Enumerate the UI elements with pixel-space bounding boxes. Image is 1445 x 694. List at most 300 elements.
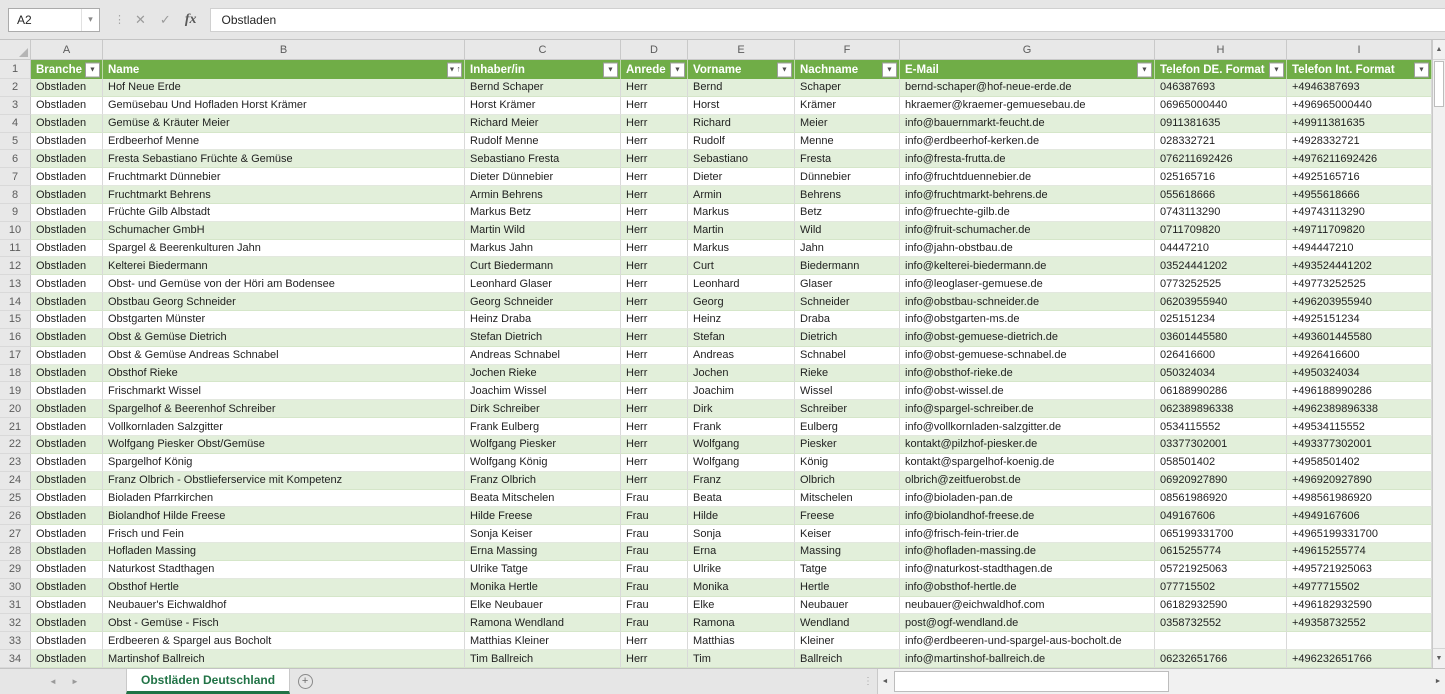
cell[interactable]: Beata (688, 490, 795, 508)
cell[interactable]: +49911381635 (1287, 115, 1432, 133)
cell[interactable]: 026416600 (1155, 347, 1287, 365)
cell[interactable]: Obstladen (31, 579, 103, 597)
row-header[interactable]: 20 (0, 400, 31, 418)
row-header[interactable]: 30 (0, 579, 31, 597)
cell[interactable]: Gemüse & Kräuter Meier (103, 115, 465, 133)
cell[interactable]: info@obst-gemuese-schnabel.de (900, 347, 1155, 365)
cell[interactable]: Spargel & Beerenkulturen Jahn (103, 240, 465, 258)
toolbar-drag-handle[interactable]: ⋮ (114, 14, 125, 26)
cell[interactable]: Herr (621, 204, 688, 222)
cell[interactable]: Schneider (795, 293, 900, 311)
cell[interactable]: Georg (688, 293, 795, 311)
cell[interactable]: Obstladen (31, 133, 103, 151)
cell[interactable]: Obstladen (31, 561, 103, 579)
filter-dropdown-icon[interactable]: ▼ (603, 62, 618, 77)
cell[interactable]: Fresta (795, 150, 900, 168)
cell[interactable]: 050324034 (1155, 365, 1287, 383)
cell[interactable]: 06965000440 (1155, 97, 1287, 115)
cell[interactable]: +49711709820 (1287, 222, 1432, 240)
cell[interactable]: info@naturkost-stadthagen.de (900, 561, 1155, 579)
cell[interactable]: Olbrich (795, 472, 900, 490)
cell[interactable]: Frank (688, 418, 795, 436)
column-header-g[interactable]: G (900, 40, 1155, 60)
cell[interactable]: Obstladen (31, 472, 103, 490)
cell[interactable]: 0773252525 (1155, 275, 1287, 293)
cell[interactable]: Kleiner (795, 632, 900, 650)
row-header[interactable]: 27 (0, 525, 31, 543)
cell[interactable]: Erna Massing (465, 543, 621, 561)
cell[interactable]: Wolfgang (688, 436, 795, 454)
cell[interactable]: Leonhard (688, 275, 795, 293)
cell[interactable]: Bioladen Pfarrkirchen (103, 490, 465, 508)
cell[interactable]: 049167606 (1155, 507, 1287, 525)
cell[interactable]: kontakt@pilzhof-piesker.de (900, 436, 1155, 454)
cell[interactable]: Obstladen (31, 329, 103, 347)
cell[interactable]: 065199331700 (1155, 525, 1287, 543)
row-header[interactable]: 19 (0, 382, 31, 400)
column-header-c[interactable]: C (465, 40, 621, 60)
cell[interactable]: Obst- und Gemüse von der Höri am Bodensee (103, 275, 465, 293)
cell[interactable]: info@spargel-schreiber.de (900, 400, 1155, 418)
cell[interactable]: 0711709820 (1155, 222, 1287, 240)
cell[interactable]: Schnabel (795, 347, 900, 365)
column-header-e[interactable]: E (688, 40, 795, 60)
table-header-cell[interactable] (621, 60, 688, 79)
horizontal-scrollbar[interactable] (877, 669, 1445, 694)
cell[interactable]: 076211692426 (1155, 150, 1287, 168)
cell[interactable]: Hilde (688, 507, 795, 525)
cell[interactable]: info@jahn-obstbau.de (900, 240, 1155, 258)
cell[interactable]: Armin Behrens (465, 186, 621, 204)
scroll-right-icon[interactable]: ► (1434, 678, 1442, 685)
cell[interactable]: Draba (795, 311, 900, 329)
cell[interactable]: Herr (621, 650, 688, 668)
cell[interactable]: Herr (621, 150, 688, 168)
cell[interactable]: info@martinshof-ballreich.de (900, 650, 1155, 668)
cell[interactable]: 0911381635 (1155, 115, 1287, 133)
cell[interactable]: 05721925063 (1155, 561, 1287, 579)
column-header-i[interactable]: I (1287, 40, 1432, 60)
cell[interactable]: Obstladen (31, 347, 103, 365)
cell[interactable]: 06232651766 (1155, 650, 1287, 668)
cell[interactable]: Obstladen (31, 168, 103, 186)
cell[interactable]: Andreas (688, 347, 795, 365)
row-header[interactable]: 31 (0, 597, 31, 615)
cell[interactable]: Obstladen (31, 311, 103, 329)
cell[interactable]: Markus (688, 204, 795, 222)
cell[interactable]: Rudolf (688, 133, 795, 151)
cell[interactable]: Wolfgang (688, 454, 795, 472)
cell[interactable]: +498561986920 (1287, 490, 1432, 508)
tab-nav-prev-icon[interactable]: ◄ (49, 677, 57, 686)
filter-sort-icon[interactable]: ▼ ↑ (447, 62, 462, 77)
cell[interactable]: 025165716 (1155, 168, 1287, 186)
cell[interactable]: +4977715502 (1287, 579, 1432, 597)
cell[interactable]: Meier (795, 115, 900, 133)
cell[interactable]: Martin (688, 222, 795, 240)
cell[interactable]: info@kelterei-biedermann.de (900, 257, 1155, 275)
filter-dropdown-icon[interactable]: ▼ (85, 62, 100, 77)
cell[interactable]: Obsthof Hertle (103, 579, 465, 597)
cell[interactable]: Jahn (795, 240, 900, 258)
cell[interactable]: Herr (621, 168, 688, 186)
insert-function-icon[interactable]: fx (184, 11, 197, 27)
cell[interactable]: Obstladen (31, 632, 103, 650)
cell[interactable]: Obstladen (31, 490, 103, 508)
cell[interactable]: info@obstgarten-ms.de (900, 311, 1155, 329)
row-header[interactable]: 1 (0, 60, 31, 79)
cell[interactable]: Obstladen (31, 97, 103, 115)
cell[interactable]: Obsthof Rieke (103, 365, 465, 383)
cell[interactable]: Fruchtmarkt Dünnebier (103, 168, 465, 186)
cell[interactable]: Herr (621, 240, 688, 258)
horizontal-scroll-track[interactable] (892, 669, 1431, 694)
row-header[interactable]: 5 (0, 133, 31, 151)
filter-dropdown-icon[interactable]: ▼ (1137, 62, 1152, 77)
cell[interactable]: Krämer (795, 97, 900, 115)
cell[interactable]: Schaper (795, 79, 900, 97)
cell[interactable]: Biolandhof Hilde Freese (103, 507, 465, 525)
tab-nav-next-icon[interactable]: ► (71, 677, 79, 686)
cell[interactable]: Schreiber (795, 400, 900, 418)
cell[interactable]: Frau (621, 614, 688, 632)
cell[interactable]: Dietrich (795, 329, 900, 347)
cell[interactable]: Obstladen (31, 150, 103, 168)
cell[interactable]: Markus Betz (465, 204, 621, 222)
cell[interactable]: Herr (621, 311, 688, 329)
cell[interactable]: info@obsthof-hertle.de (900, 579, 1155, 597)
cell[interactable]: bernd-schaper@hof-neue-erde.de (900, 79, 1155, 97)
table-header-cell[interactable] (1287, 60, 1432, 79)
cell[interactable]: 04447210 (1155, 240, 1287, 258)
cell[interactable]: Markus Jahn (465, 240, 621, 258)
cell[interactable]: Obstladen (31, 257, 103, 275)
cell[interactable]: 055618666 (1155, 186, 1287, 204)
row-header[interactable]: 8 (0, 186, 31, 204)
cell[interactable]: +49743113290 (1287, 204, 1432, 222)
cell[interactable]: Obstladen (31, 365, 103, 383)
cell[interactable]: Martinshof Ballreich (103, 650, 465, 668)
select-all-corner[interactable] (0, 40, 31, 60)
filter-dropdown-icon[interactable]: ▼ (670, 62, 685, 77)
row-header[interactable]: 15 (0, 311, 31, 329)
cell[interactable]: Elke Neubauer (465, 597, 621, 615)
row-header[interactable]: 23 (0, 454, 31, 472)
cell[interactable]: Obstladen (31, 454, 103, 472)
cell[interactable]: +49358732552 (1287, 614, 1432, 632)
cell[interactable]: Spargelhof König (103, 454, 465, 472)
cell[interactable]: info@biolandhof-freese.de (900, 507, 1155, 525)
cell[interactable]: Stefan Dietrich (465, 329, 621, 347)
cell[interactable]: Joachim (688, 382, 795, 400)
filter-dropdown-icon[interactable]: ▼ (882, 62, 897, 77)
cell[interactable]: info@erdbeeren-und-spargel-aus-bocholt.de (900, 632, 1155, 650)
cell[interactable]: Neubauer (795, 597, 900, 615)
vertical-scroll-track[interactable] (1433, 108, 1445, 648)
cell[interactable]: Frisch und Fein (103, 525, 465, 543)
cell[interactable]: Dieter Dünnebier (465, 168, 621, 186)
formula-input[interactable] (210, 8, 1445, 32)
cell[interactable]: Herr (621, 436, 688, 454)
cell[interactable]: Herr (621, 133, 688, 151)
row-header[interactable]: 22 (0, 436, 31, 454)
cell[interactable]: info@frisch-fein-trier.de (900, 525, 1155, 543)
cell[interactable]: 08561986920 (1155, 490, 1287, 508)
cell[interactable]: +4926416600 (1287, 347, 1432, 365)
cell[interactable]: info@fruit-schumacher.de (900, 222, 1155, 240)
cell[interactable]: info@bioladen-pan.de (900, 490, 1155, 508)
cell[interactable]: Herr (621, 97, 688, 115)
cell[interactable]: +496203955940 (1287, 293, 1432, 311)
row-header[interactable]: 7 (0, 168, 31, 186)
cell[interactable]: Dieter (688, 168, 795, 186)
table-header-cell[interactable] (465, 60, 621, 79)
horizontal-scroll-thumb[interactable] (894, 671, 1169, 692)
cell[interactable]: info@obst-wissel.de (900, 382, 1155, 400)
cell[interactable]: Obst & Gemüse Dietrich (103, 329, 465, 347)
cell[interactable]: Hofladen Massing (103, 543, 465, 561)
cell[interactable]: Andreas Schnabel (465, 347, 621, 365)
row-header[interactable]: 17 (0, 347, 31, 365)
cell[interactable]: Obstladen (31, 597, 103, 615)
cell[interactable]: Herr (621, 257, 688, 275)
row-header[interactable]: 4 (0, 115, 31, 133)
cell[interactable]: hkraemer@kraemer-gemuesebau.de (900, 97, 1155, 115)
cell[interactable]: +4962389896338 (1287, 400, 1432, 418)
cell[interactable]: Wolfgang Piesker Obst/Gemüse (103, 436, 465, 454)
row-header[interactable]: 11 (0, 240, 31, 258)
cell[interactable]: Keiser (795, 525, 900, 543)
vertical-scrollbar[interactable] (1432, 40, 1445, 668)
cell[interactable]: 0743113290 (1155, 204, 1287, 222)
cell[interactable]: Bernd (688, 79, 795, 97)
row-header[interactable]: 2 (0, 79, 31, 97)
table-header-cell[interactable] (900, 60, 1155, 79)
cell[interactable]: +493524441202 (1287, 257, 1432, 275)
cell[interactable]: König (795, 454, 900, 472)
cell[interactable]: Horst Krämer (465, 97, 621, 115)
table-header-cell[interactable] (795, 60, 900, 79)
cell[interactable]: +4965199331700 (1287, 525, 1432, 543)
cell[interactable]: 062389896338 (1155, 400, 1287, 418)
cell[interactable]: info@vollkornladen-salzgitter.de (900, 418, 1155, 436)
cell[interactable]: Sonja (688, 525, 795, 543)
cell[interactable]: Tatge (795, 561, 900, 579)
cell[interactable]: 03377302001 (1155, 436, 1287, 454)
cell[interactable]: +496232651766 (1287, 650, 1432, 668)
cell[interactable]: Frau (621, 579, 688, 597)
cell[interactable]: Jochen Rieke (465, 365, 621, 383)
scroll-down-icon[interactable]: ▼ (1433, 648, 1445, 668)
cell[interactable]: info@fruchtduennebier.de (900, 168, 1155, 186)
cell[interactable]: Fresta Sebastiano Früchte & Gemüse (103, 150, 465, 168)
cell[interactable]: Obstladen (31, 418, 103, 436)
cell[interactable]: info@hofladen-massing.de (900, 543, 1155, 561)
row-header[interactable]: 6 (0, 150, 31, 168)
cell[interactable]: Wolfgang König (465, 454, 621, 472)
cell[interactable]: Obstladen (31, 400, 103, 418)
cell[interactable]: Hilde Freese (465, 507, 621, 525)
row-header[interactable]: 14 (0, 293, 31, 311)
cell[interactable]: Obstladen (31, 543, 103, 561)
row-header[interactable]: 26 (0, 507, 31, 525)
cell[interactable]: Georg Schneider (465, 293, 621, 311)
cell[interactable]: Gemüsebau Und Hofladen Horst Krämer (103, 97, 465, 115)
row-header[interactable]: 32 (0, 614, 31, 632)
cell[interactable]: 046387693 (1155, 79, 1287, 97)
cell[interactable]: +4958501402 (1287, 454, 1432, 472)
filter-dropdown-icon[interactable]: ▼ (1269, 62, 1284, 77)
row-header[interactable]: 33 (0, 632, 31, 650)
cell[interactable]: Obstladen (31, 650, 103, 668)
column-header-h[interactable]: H (1155, 40, 1287, 60)
cell[interactable]: Beata Mitschelen (465, 490, 621, 508)
cell[interactable]: Frau (621, 561, 688, 579)
cell[interactable]: Herr (621, 418, 688, 436)
cell[interactable]: Dirk Schreiber (465, 400, 621, 418)
cell[interactable]: Obstladen (31, 275, 103, 293)
cell[interactable]: Herr (621, 400, 688, 418)
cell[interactable]: +493601445580 (1287, 329, 1432, 347)
cell[interactable]: Hof Neue Erde (103, 79, 465, 97)
cell[interactable]: Erdbeerhof Menne (103, 133, 465, 151)
cell[interactable]: Herr (621, 115, 688, 133)
cell[interactable]: Erdbeeren & Spargel aus Bocholt (103, 632, 465, 650)
cell[interactable]: Fruchtmarkt Behrens (103, 186, 465, 204)
cell[interactable]: Martin Wild (465, 222, 621, 240)
cell[interactable]: 0358732552 (1155, 614, 1287, 632)
cell[interactable]: +49615255774 (1287, 543, 1432, 561)
cell[interactable]: Curt Biedermann (465, 257, 621, 275)
cell[interactable]: Ramona (688, 614, 795, 632)
scroll-left-icon[interactable]: ◄ (881, 678, 889, 685)
cell[interactable]: Ramona Wendland (465, 614, 621, 632)
cell[interactable]: Markus (688, 240, 795, 258)
cell[interactable]: Obstladen (31, 382, 103, 400)
cell[interactable]: Herr (621, 347, 688, 365)
cell[interactable]: +493377302001 (1287, 436, 1432, 454)
cell[interactable]: info@fresta-frutta.de (900, 150, 1155, 168)
column-header-b[interactable]: B (103, 40, 465, 60)
cell[interactable]: Hertle (795, 579, 900, 597)
name-box[interactable] (8, 8, 100, 32)
cell[interactable]: 03601445580 (1155, 329, 1287, 347)
vertical-scroll-thumb[interactable] (1434, 61, 1444, 107)
cell[interactable]: Obstladen (31, 293, 103, 311)
cell[interactable]: Herr (621, 275, 688, 293)
cell[interactable]: Stefan (688, 329, 795, 347)
cell[interactable]: Tim Ballreich (465, 650, 621, 668)
cell[interactable]: Herr (621, 365, 688, 383)
cell[interactable]: Curt (688, 257, 795, 275)
cell[interactable]: 06188990286 (1155, 382, 1287, 400)
row-header[interactable]: 16 (0, 329, 31, 347)
cell[interactable]: Obst & Gemüse Andreas Schnabel (103, 347, 465, 365)
cell[interactable]: Herr (621, 293, 688, 311)
row-header[interactable]: 24 (0, 472, 31, 490)
cell[interactable]: Obstgarten Münster (103, 311, 465, 329)
cell[interactable]: Obstladen (31, 79, 103, 97)
scroll-up-icon[interactable]: ▲ (1433, 40, 1445, 60)
cell[interactable]: Dirk (688, 400, 795, 418)
row-header[interactable]: 9 (0, 204, 31, 222)
cell[interactable]: 028332721 (1155, 133, 1287, 151)
row-header[interactable]: 12 (0, 257, 31, 275)
cell[interactable]: Monika (688, 579, 795, 597)
row-header[interactable]: 10 (0, 222, 31, 240)
filter-dropdown-icon[interactable]: ▼ (777, 62, 792, 77)
cell[interactable]: Ulrike Tatge (465, 561, 621, 579)
cell[interactable]: Monika Hertle (465, 579, 621, 597)
cell[interactable]: 06203955940 (1155, 293, 1287, 311)
cell[interactable] (1287, 632, 1432, 650)
cell[interactable]: +496920927890 (1287, 472, 1432, 490)
cell[interactable]: Armin (688, 186, 795, 204)
cell[interactable]: Herr (621, 382, 688, 400)
cell[interactable]: Spargelhof & Beerenhof Schreiber (103, 400, 465, 418)
cell[interactable]: Glaser (795, 275, 900, 293)
filter-dropdown-icon[interactable]: ▼ (1414, 62, 1429, 77)
cell[interactable]: Mitschelen (795, 490, 900, 508)
cell[interactable]: Frau (621, 507, 688, 525)
table-header-cell[interactable] (688, 60, 795, 79)
table-header-cell[interactable] (31, 60, 103, 79)
row-header[interactable]: 34 (0, 650, 31, 668)
scrollbar-drag-handle[interactable]: ⋮ (863, 676, 873, 687)
cell[interactable]: Wissel (795, 382, 900, 400)
cell[interactable]: Biedermann (795, 257, 900, 275)
cell[interactable]: Piesker (795, 436, 900, 454)
cell[interactable]: 058501402 (1155, 454, 1287, 472)
cell[interactable]: Behrens (795, 186, 900, 204)
cell[interactable]: +4950324034 (1287, 365, 1432, 383)
cell[interactable]: +4949167606 (1287, 507, 1432, 525)
cell[interactable]: Kelterei Biedermann (103, 257, 465, 275)
cell[interactable]: Frau (621, 597, 688, 615)
cell[interactable]: +49773252525 (1287, 275, 1432, 293)
cell[interactable]: +496965000440 (1287, 97, 1432, 115)
cell[interactable]: Obstladen (31, 507, 103, 525)
cell[interactable]: Herr (621, 329, 688, 347)
cell[interactable]: Frischmarkt Wissel (103, 382, 465, 400)
row-header[interactable]: 25 (0, 490, 31, 508)
cell[interactable]: Franz Olbrich - Obstlieferservice mit Kompetenz (103, 472, 465, 490)
cell[interactable]: Obstladen (31, 614, 103, 632)
confirm-icon[interactable]: ✓ (159, 11, 171, 27)
cell[interactable]: Elke (688, 597, 795, 615)
name-box-dropdown-icon[interactable]: ▾ (81, 9, 99, 31)
cell[interactable]: Ulrike (688, 561, 795, 579)
cell[interactable]: +4946387693 (1287, 79, 1432, 97)
cell[interactable]: Herr (621, 632, 688, 650)
cell[interactable]: info@erdbeerhof-kerken.de (900, 133, 1155, 151)
cell[interactable]: Rudolf Menne (465, 133, 621, 151)
cell[interactable]: Frank Eulberg (465, 418, 621, 436)
cell[interactable]: Frau (621, 525, 688, 543)
cell[interactable]: Matthias (688, 632, 795, 650)
cell[interactable]: info@leoglaser-gemuese.de (900, 275, 1155, 293)
cell[interactable]: Vollkornladen Salzgitter (103, 418, 465, 436)
cell[interactable]: info@obsthof-rieke.de (900, 365, 1155, 383)
cell[interactable]: +496182932590 (1287, 597, 1432, 615)
sheet-tab-active[interactable] (126, 669, 290, 694)
cell[interactable]: Eulberg (795, 418, 900, 436)
cell[interactable]: Rieke (795, 365, 900, 383)
table-header-cell[interactable] (103, 60, 465, 79)
column-header-f[interactable]: F (795, 40, 900, 60)
column-header-d[interactable]: D (621, 40, 688, 60)
cell[interactable]: Sebastiano (688, 150, 795, 168)
